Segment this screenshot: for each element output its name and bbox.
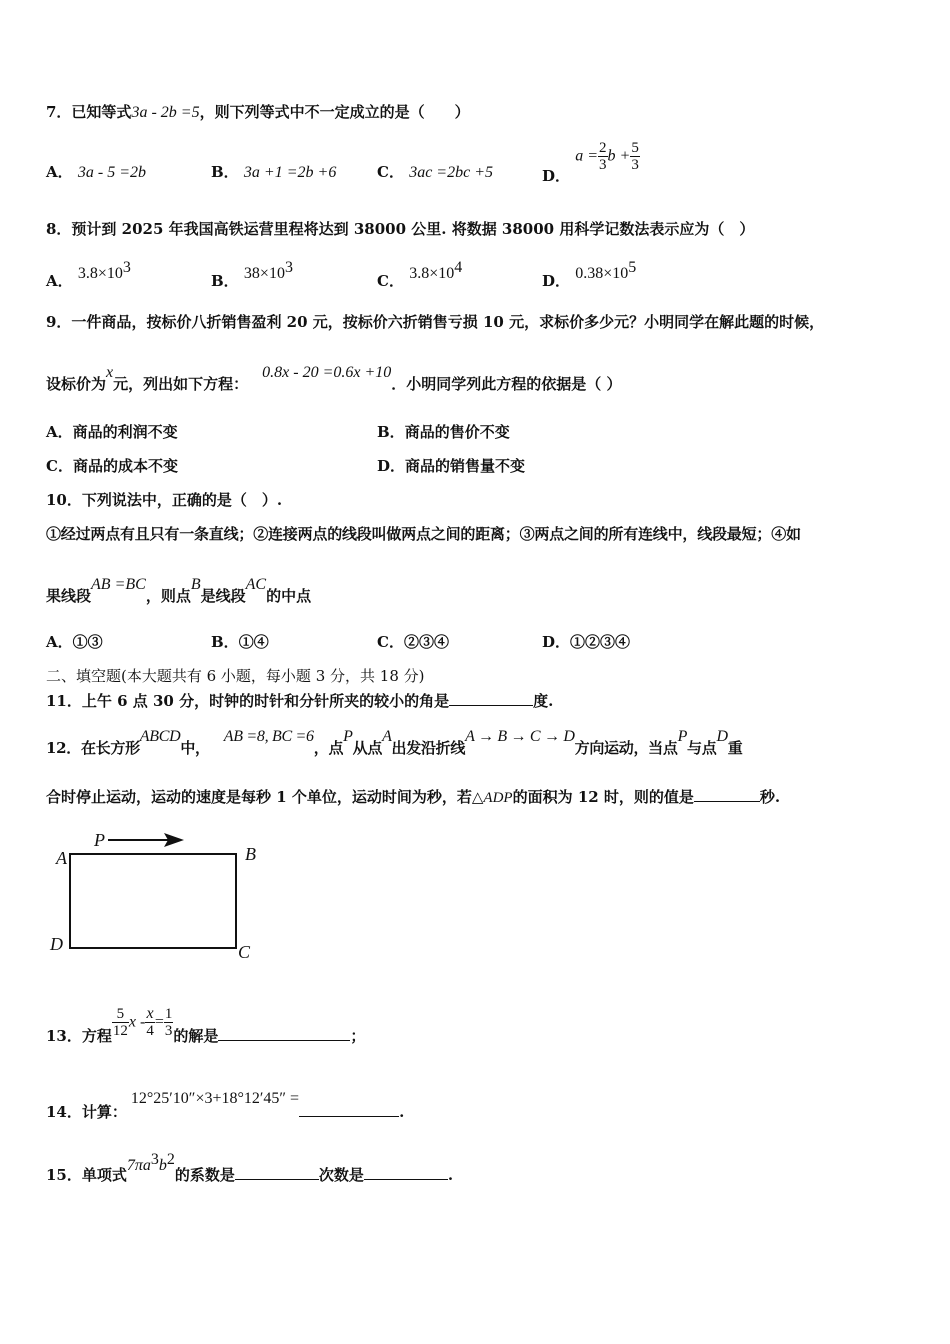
q12-line2 — [46, 787, 780, 808]
q9-text: ．小明同学列此方程的依据是（ ） — [391, 375, 622, 393]
answer-blank[interactable] — [449, 691, 533, 706]
q10-line2 — [46, 574, 312, 605]
option-expr: 3ac =2bc +5 — [409, 164, 493, 181]
option-text: 商品的售价不变 — [404, 423, 510, 441]
option-label: A． — [46, 163, 73, 181]
label-a: A — [56, 848, 67, 868]
q10-text: 的中点 — [266, 587, 312, 605]
q9-var: x — [106, 364, 114, 381]
label-p: P — [94, 830, 105, 850]
label-b: B — [245, 844, 256, 864]
option-label: D． — [542, 272, 571, 290]
q7-option-a — [46, 162, 146, 183]
q8-option-c — [377, 258, 463, 290]
option-label: C． — [377, 633, 404, 651]
q11-text: 11．上午 6 点 30 分，时钟的时针和分针所夹的较小的角是 — [46, 692, 450, 710]
option-text: 商品的销售量不变 — [405, 457, 526, 475]
q13 — [46, 1005, 366, 1045]
option-label: C． — [377, 163, 404, 181]
rectangle-abcd — [70, 854, 236, 948]
q8-option-b — [211, 258, 293, 290]
q12-text: 方向运动，当点 — [574, 739, 678, 757]
q10-statements: ①经过两点有且只有一条直线；②连接两点的线段叫做两点之间的距离；③两点之间的所有连线中，线段最短；④如 — [46, 525, 801, 543]
option-label: A． — [46, 272, 73, 290]
answer-blank[interactable] — [218, 1026, 350, 1041]
q7-stem-text: 7．已知等式 — [46, 103, 132, 121]
numerator: x — [146, 1005, 154, 1022]
q14-text: 14．计算： — [46, 1103, 127, 1121]
option-label: A． — [46, 423, 73, 441]
option-text: ①④ — [238, 633, 269, 651]
q10-expr: AB =BC — [91, 576, 146, 593]
numerator: 2 — [599, 140, 607, 156]
label-d: D — [50, 934, 63, 954]
answer-blank[interactable] — [364, 1165, 448, 1180]
q15-text: 的系数是 — [174, 1166, 235, 1184]
q12-math: ABCD — [139, 728, 181, 745]
option-expr: 3.8×10 — [409, 265, 455, 282]
fraction — [145, 1006, 155, 1039]
answer-blank[interactable] — [694, 787, 760, 802]
q7-stem-tail: ，则下列等式中不一定成立的是（ ） — [199, 103, 470, 121]
q7-option-d — [542, 140, 640, 185]
q12-math: P — [343, 728, 353, 745]
q10-text: ，则点 — [145, 587, 191, 605]
q13-text: 13．方程 — [46, 1026, 112, 1045]
option-expr: a = — [575, 147, 599, 165]
label-c: C — [238, 942, 251, 962]
exponent: 3 — [284, 259, 293, 276]
option-text: 商品的成本不变 — [72, 457, 178, 475]
q10-text: 果线段 — [46, 587, 92, 605]
q10-option-a — [46, 632, 103, 652]
q14 — [46, 1088, 405, 1121]
q13-text: 的解是 — [173, 1026, 219, 1045]
q12-text: 合时停止运动，运动的速度是每秒 1 个单位，运动时间为秒，若△ — [46, 788, 484, 806]
option-expr: 3a +1 =2b +6 — [243, 164, 337, 181]
q12-math: ADP — [483, 790, 513, 806]
exponent: 3 — [122, 259, 131, 276]
fraction — [164, 1006, 174, 1039]
q13-text: ； — [350, 1026, 366, 1045]
q12-text: 秒. — [759, 788, 781, 806]
denominator: 4 — [146, 1023, 154, 1039]
q9-line2 — [46, 362, 622, 393]
q12-text: ，点 — [313, 739, 344, 757]
q10-option-c — [377, 632, 449, 652]
option-expr: b + — [607, 147, 631, 165]
q15-expr: b — [158, 1157, 167, 1174]
q12-text: 的面积为 12 时，则的值是 — [512, 788, 694, 806]
q7-option-b — [211, 162, 336, 183]
denominator: 3 — [599, 157, 607, 173]
answer-blank[interactable] — [235, 1165, 319, 1180]
numerator: 5 — [112, 1006, 129, 1023]
q10-expr: B — [190, 576, 201, 593]
q12-line1 — [46, 726, 743, 757]
rectangle-figure — [46, 828, 266, 968]
q12-math: D — [716, 728, 728, 745]
q10-expr: AC — [245, 576, 267, 593]
q10-text: 是线段 — [200, 587, 246, 605]
q7-expr: 3a - 2b =5 — [131, 104, 200, 121]
option-expr: 38×10 — [243, 265, 285, 282]
q9-option-c — [46, 456, 178, 476]
option-label: B． — [211, 272, 239, 290]
option-text: ②③④ — [403, 633, 449, 651]
fraction — [598, 140, 608, 173]
q12-math: A → B → C → D — [465, 728, 575, 745]
q12-text: 从点 — [352, 739, 383, 757]
option-label: B． — [211, 633, 239, 651]
q14-expr: 12°25′10″×3+18°12′45″ = — [130, 1090, 300, 1107]
denominator: 3 — [164, 1023, 173, 1039]
q13-math: = — [154, 1013, 164, 1031]
q15 — [46, 1150, 454, 1184]
answer-blank[interactable] — [299, 1102, 399, 1117]
q12-text: 重 — [727, 739, 743, 757]
q11 — [46, 691, 553, 711]
q11-text: 度. — [533, 692, 554, 710]
exponent: 5 — [628, 259, 637, 276]
q12-text: 与点 — [687, 739, 717, 757]
option-text: ①③ — [72, 633, 103, 651]
q8-stem: 8．预计到 2025 年我国高铁运营里程将达到 38000 公里. 将数据 38000 用科学记数法表示应为（ ） — [46, 220, 755, 238]
q13-math: x - — [128, 1013, 146, 1031]
option-label: C． — [377, 272, 404, 290]
denominator: 12 — [112, 1023, 128, 1039]
q14-text: . — [399, 1103, 405, 1121]
q12-math: P — [677, 728, 688, 745]
q10-stem: 10．下列说法中，正确的是（ ）. — [46, 491, 283, 509]
q12-math: A — [382, 728, 392, 745]
q15-text: 15．单项式 — [46, 1166, 127, 1184]
option-expr: 0.38×10 — [575, 265, 629, 282]
option-text: 商品的利润不变 — [72, 423, 178, 441]
q12-text: 出发沿折线 — [391, 739, 466, 757]
q12-math: AB =8, BC =6 — [223, 728, 314, 745]
option-label: C． — [46, 457, 73, 475]
option-text: ①②③④ — [570, 633, 631, 651]
fraction — [112, 1006, 129, 1039]
denominator: 3 — [631, 157, 639, 173]
fraction — [630, 140, 640, 173]
q9-option-a — [46, 422, 178, 442]
q8-option-d — [542, 258, 637, 290]
exponent: 2 — [166, 1151, 175, 1168]
q12-text: 12．在长方形 — [46, 739, 140, 757]
q9-equation: 0.8x - 20 =0.6x +10 — [262, 364, 392, 381]
numerator: 1 — [164, 1006, 173, 1022]
q9-option-b — [377, 422, 510, 442]
q9-option-d — [377, 456, 525, 476]
numerator: 5 — [631, 140, 639, 156]
option-label: A． — [46, 633, 73, 651]
q12-text: 中， — [180, 739, 210, 757]
exponent: 3 — [150, 1151, 159, 1168]
section-heading: 二、填空题(本大题共有 6 小题，每小题 3 分，共 18 分) — [46, 667, 425, 685]
option-label: D． — [542, 633, 571, 651]
option-expr: 3a - 5 =2b — [77, 164, 146, 181]
option-label: D． — [377, 457, 406, 475]
q9-text: 设标价为 — [46, 375, 107, 393]
option-label: B． — [211, 163, 239, 181]
q10-option-d — [542, 632, 630, 652]
exponent: 4 — [454, 259, 463, 276]
q10-option-b — [211, 632, 269, 652]
q15-text: 次数是 — [318, 1166, 364, 1184]
option-expr: 3.8×10 — [77, 265, 123, 282]
q15-text: . — [447, 1166, 454, 1184]
option-label: D． — [542, 166, 571, 185]
option-label: B． — [377, 423, 405, 441]
q9-text: 元，列出如下方程： — [113, 375, 249, 393]
q9-line1: 9．一件商品，按标价八折销售盈利 20 元，按标价六折销售亏损 10 元，求标价多少元？小明同学在解此题的时候， — [46, 313, 825, 331]
q8-option-a — [46, 258, 131, 290]
q7-option-c — [377, 162, 493, 183]
q15-expr: 7πa — [126, 1157, 151, 1174]
rectangle-diagram — [46, 828, 266, 968]
q7-stem — [46, 102, 470, 123]
